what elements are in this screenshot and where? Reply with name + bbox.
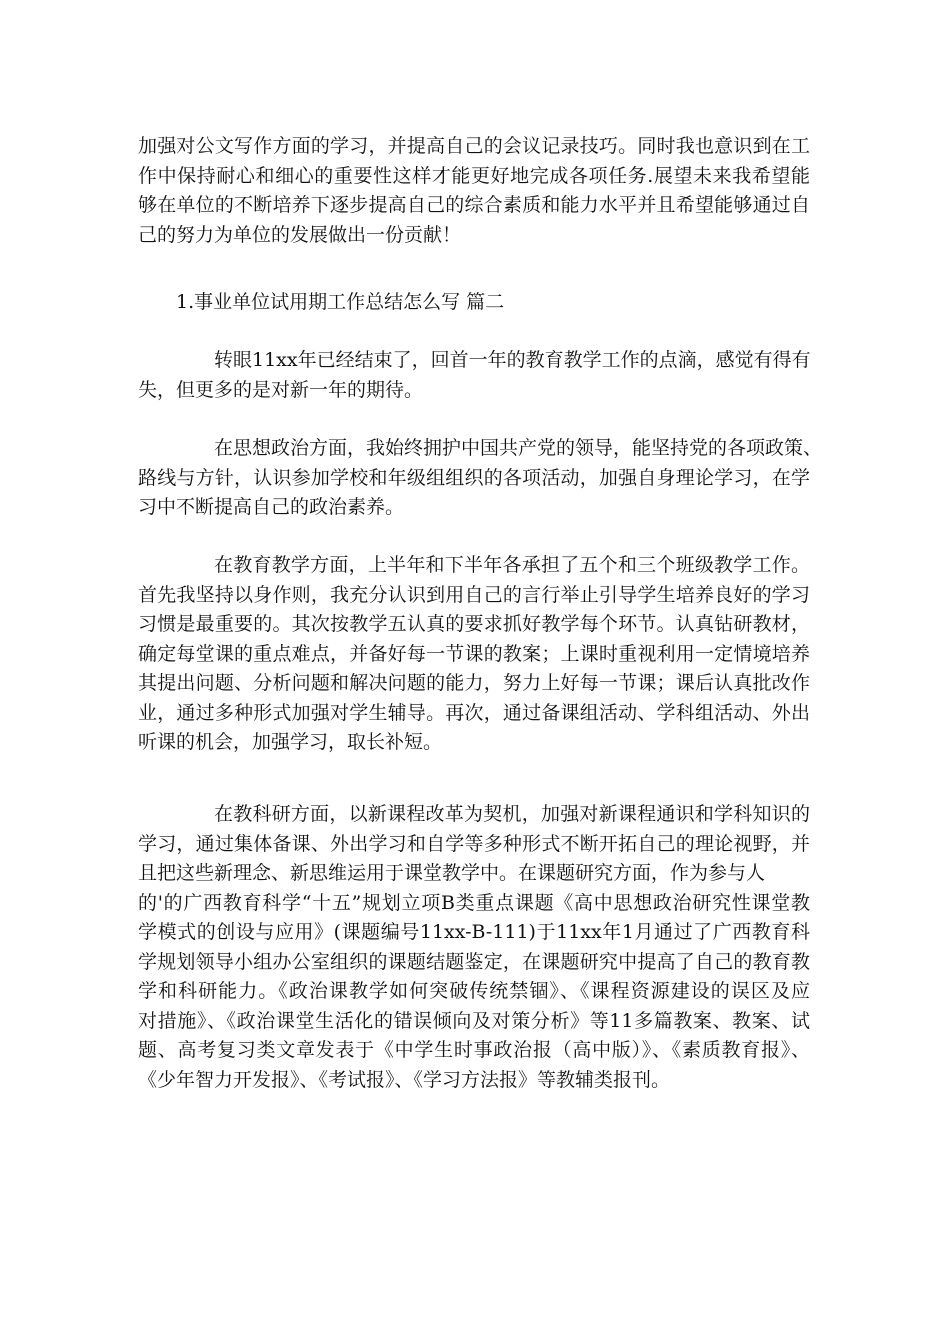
text-line: 加强对公文写作方面的学习，并提高自己的会议记录技巧。同时我也意识到在工 xyxy=(138,135,810,157)
text-line: 在思想政治方面，我始终拥护中国共产党的领导，能坚持党的各项政策、 xyxy=(214,437,823,459)
text-line: 题、高考复习类文章发表于《中学生时事政治报（高中版）》、《素质教育报》、 xyxy=(138,1039,810,1061)
text-line: 习中不断提高自己的政治素养。 xyxy=(138,496,405,518)
text-line: 听课的机会，加强学习，取长补短。 xyxy=(138,731,443,753)
text-line: 学规划领导小组办公室组织的课题结题鉴定，在课题研究中提高了自己的教育教 xyxy=(138,950,810,973)
text-line: 业，通过多种形式加强对学生辅导。再次，通过备课组活动、学科组活动、外出 xyxy=(138,701,810,724)
text-line: 且把这些新理念、新思维运用于课堂教学中。在课题研究方面，作为参与人 xyxy=(138,862,766,884)
text-line: 学和科研能力。《政治课教学如何突破传统禁锢》、《课程资源建设的误区及应 xyxy=(138,980,810,1002)
text-line: 失，但更多的是对新一年的期待。 xyxy=(138,378,424,401)
text-line: 的'的广西教育科学“十五”规划立项B类重点课题《高中思想政治研究性课堂教 xyxy=(138,891,810,914)
section-heading: 1.事业单位试用期工作总结怎么写 篇二 xyxy=(176,291,505,313)
text-line: 己的努力为单位的发展做出一份贡献！ xyxy=(138,223,462,246)
paragraph-political xyxy=(138,434,823,523)
text-line: 够在单位的不断培养下逐步提高自己的综合素质和能力水平并且希望能够通过自 xyxy=(138,194,810,216)
text-line: 在教育教学方面，上半年和下半年各承担了五个和三个班级教学工作。 xyxy=(214,554,810,576)
paragraph-teaching xyxy=(138,551,810,758)
text-line: 其提出问题、分析问题和解决问题的能力，努力上好每一节课；课后认真批改作 xyxy=(138,672,810,694)
paragraph-year-review xyxy=(138,346,810,405)
text-line: 作中保持耐心和细心的重要性这样才能更好地完成各项任务.展望未来我希望能 xyxy=(138,164,810,187)
text-line: 对措施》、《政治课堂生活化的错误倾向及对策分析》等11多篇教案、教案、试 xyxy=(138,1009,810,1032)
paragraph-intro-continuation xyxy=(138,132,810,250)
text-line: 在教科研方面，以新课程改革为契机，加强对新课程通识和学科知识的 xyxy=(214,803,810,825)
text-line: 路线与方针，认识参加学校和年级组组织的各项活动，加强自身理论学习，在学 xyxy=(138,466,810,489)
text-line: 首先我坚持以身作则，我充分认识到用自己的言行举止引导学生培养良好的学习 xyxy=(138,583,810,606)
text-line: 学习，通过集体备课、外出学习和自学等多种形式不断开拓自己的理论视野，并 xyxy=(138,832,810,855)
text-line: 《少年智力开发报》、《考试报》、《学习方法报》等教辅类报刊。 xyxy=(138,1068,671,1091)
text-line: 学模式的创设与应用》(课题编号11xx-B-111)于11xx年1月通过了广西教育科 xyxy=(138,921,810,943)
text-line: 习惯是最重要的。其次按教学五认真的要求抓好教学每个环节。认真钻研教材， xyxy=(138,613,810,635)
text-line: 转眼11xx年已经结束了，回首一年的教育教学工作的点滴，感觉有得有 xyxy=(214,349,811,371)
text-line: 确定每堂课的重点难点，并备好每一节课的教案；上课时重视利用一定情境培养 xyxy=(138,642,810,665)
paragraph-research xyxy=(138,800,810,1095)
